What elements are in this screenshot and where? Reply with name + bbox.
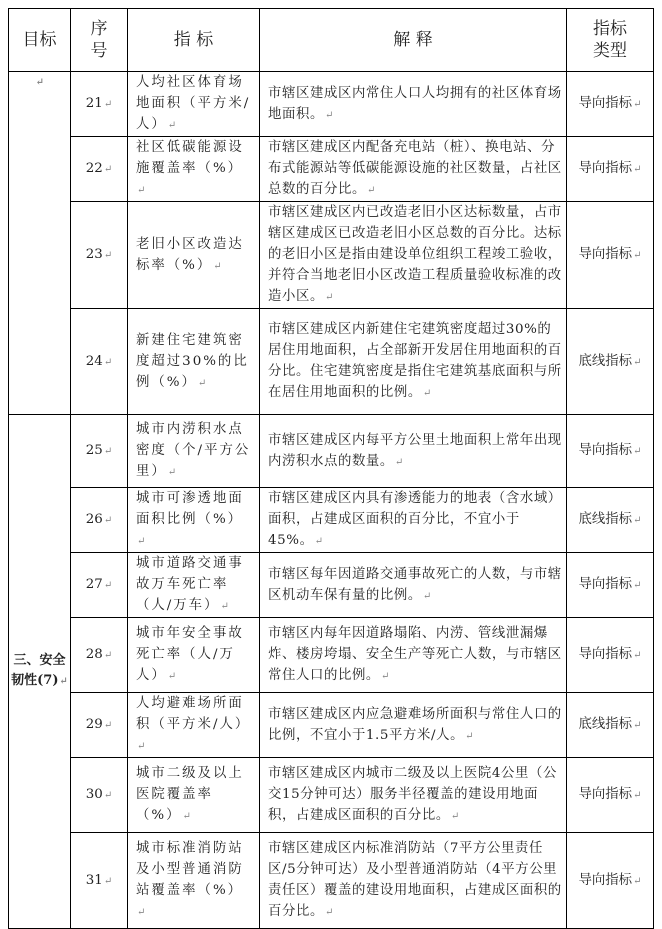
row-seq: 21↵ xyxy=(71,72,128,137)
row-type: 底线指标↵ xyxy=(567,309,654,415)
row-explanation: 市辖区建成区内配备充电站（桩）、换电站、分布式能源站等低碳能源设施的社区数量，占社区总数的百分比。↵ xyxy=(260,137,567,202)
table-row xyxy=(9,488,654,553)
row-explanation: 市辖区建成区内应急避难场所面积与常住人口的比例，不宜小于1.5平方米/人。↵ xyxy=(260,693,567,758)
header-indicator: 指 标 xyxy=(128,9,260,72)
table-row xyxy=(9,693,654,758)
row-seq: 22↵ xyxy=(71,137,128,202)
row-indicator: 城市可渗透地面面积比例（%）↵ xyxy=(128,488,260,553)
row-indicator: 新建住宅建筑密度超过30%的比例（%）↵ xyxy=(128,309,260,415)
header-type: 指标类型 xyxy=(567,9,654,72)
row-seq: 27↵ xyxy=(71,553,128,618)
goal-cell: ↵ xyxy=(9,72,71,415)
row-type: 导向指标↵ xyxy=(567,202,654,309)
row-explanation: 市辖区建成区内常住人口人均拥有的社区体育场地面积。↵ xyxy=(260,72,567,137)
header-seq: 序号 xyxy=(71,9,128,72)
table-header-row xyxy=(9,9,654,72)
table-row xyxy=(9,202,654,309)
row-indicator: 社区低碳能源设施覆盖率（%）↵ xyxy=(128,137,260,202)
table-row xyxy=(9,309,654,415)
row-seq: 30↵ xyxy=(71,758,128,833)
row-seq: 24↵ xyxy=(71,309,128,415)
row-explanation: 市辖区建成区内具有渗透能力的地表（含水域）面积，占建成区面积的百分比，不宜小于45%。↵ xyxy=(260,488,567,553)
row-explanation: 市辖区建成区内城市二级及以上医院4公里（公交15分钟可达）服务半径覆盖的建设用地面积，占建成区面积的百分比。↵ xyxy=(260,758,567,833)
row-indicator: 城市道路交通事故万车死亡率（人/万车）↵ xyxy=(128,553,260,618)
row-type: 导向指标↵ xyxy=(567,758,654,833)
row-type: 底线指标↵ xyxy=(567,693,654,758)
goal-cell-safety: 三、安全韧性(7)↵ xyxy=(9,415,71,929)
row-explanation: 市辖区建成区内已改造老旧小区达标数量，占市辖区建成区已改造老旧小区总数的百分比。达标的老旧小区是指由建设单位组织工程竣工验收，并符合当地老旧小区改造工程质量验收标准的改造小区。↵ xyxy=(260,202,567,309)
row-explanation: 市辖区内每年因道路塌陷、内涝、管线泄漏爆炸、楼房垮塌、安全生产等死亡人数，与市辖区常住人口的比例。↵ xyxy=(260,618,567,693)
row-seq: 29↵ xyxy=(71,693,128,758)
indicator-table xyxy=(8,8,654,929)
row-explanation: 市辖区每年因道路交通事故死亡的人数，与市辖区机动车保有量的比例。↵ xyxy=(260,553,567,618)
row-explanation: 市辖区建成区内每平方公里土地面积上常年出现内涝积水点的数量。↵ xyxy=(260,415,567,488)
row-seq: 23↵ xyxy=(71,202,128,309)
table-row xyxy=(9,758,654,833)
header-explanation: 解 释 xyxy=(260,9,567,72)
row-seq: 31↵ xyxy=(71,833,128,929)
table-row xyxy=(9,415,654,488)
header-goal: 目标 xyxy=(9,9,71,72)
table-row xyxy=(9,553,654,618)
row-type: 导向指标↵ xyxy=(567,553,654,618)
row-seq: 26↵ xyxy=(71,488,128,553)
row-type: 导向指标↵ xyxy=(567,833,654,929)
row-indicator: 城市年安全事故死亡率（人/万人）↵ xyxy=(128,618,260,693)
table-row xyxy=(9,137,654,202)
row-type: 导向指标↵ xyxy=(567,415,654,488)
row-indicator: 老旧小区改造达标率（%）↵ xyxy=(128,202,260,309)
row-indicator: 人均避难场所面积（平方米/人）↵ xyxy=(128,693,260,758)
row-explanation: 市辖区建成区内新建住宅建筑密度超过30%的居住用地面积，占全部新开发居住用地面积的百分比。住宅建筑密度是指住宅建筑基底面积与所在居住用地面积的比例。↵ xyxy=(260,309,567,415)
row-indicator: 人均社区体育场地面积（平方米/人）↵ xyxy=(128,72,260,137)
row-indicator: 城市内涝积水点密度（个/平方公里）↵ xyxy=(128,415,260,488)
row-explanation: 市辖区建成区内标准消防站（7平方公里责任区/5分钟可达）及小型普通消防站（4平方公里责任区）覆盖的建设用地面积，占建成区面积的百分比。↵ xyxy=(260,833,567,929)
indicator-table-page xyxy=(8,8,653,929)
row-indicator: 城市标准消防站及小型普通消防站覆盖率（%）↵ xyxy=(128,833,260,929)
row-seq: 28↵ xyxy=(71,618,128,693)
table-row xyxy=(9,618,654,693)
row-type: 导向指标↵ xyxy=(567,137,654,202)
row-seq: 25↵ xyxy=(71,415,128,488)
table-row xyxy=(9,72,654,137)
row-type: 导向指标↵ xyxy=(567,72,654,137)
row-type: 底线指标↵ xyxy=(567,488,654,553)
row-indicator: 城市二级及以上医院覆盖率（%）↵ xyxy=(128,758,260,833)
table-row xyxy=(9,833,654,929)
row-type: 导向指标↵ xyxy=(567,618,654,693)
